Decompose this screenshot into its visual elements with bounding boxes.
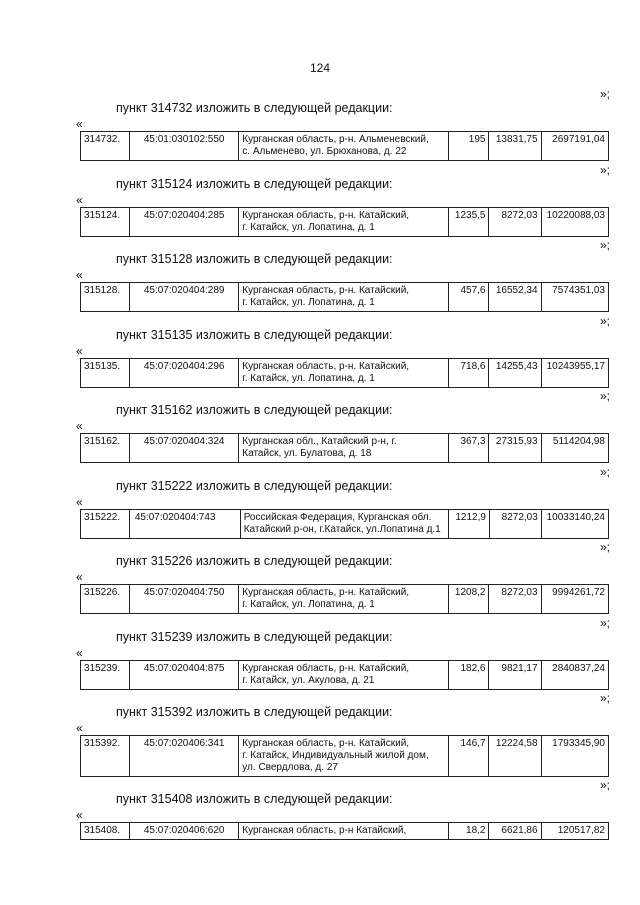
address-line: Курганская область, р-н. Катайский, (242, 738, 410, 749)
closing-quote: »; (599, 778, 610, 792)
cadastral-value: 5114204,98 (541, 434, 608, 463)
cadastral-number: 45:07:020404:296 (130, 359, 239, 388)
address-cell (239, 132, 448, 161)
record-table (80, 509, 609, 539)
cadastral-value: 120517,82 (541, 823, 608, 840)
cadastral-value: 7574351,03 (541, 283, 608, 312)
rate-value: 27315,93 (489, 434, 541, 463)
cadastral-value: 9994261,72 (541, 585, 608, 614)
amendment-heading: пункт 315135 изложить в следующей редакции: (116, 328, 393, 342)
area-value: 718,6 (448, 359, 489, 388)
closing-quote: »; (599, 163, 610, 177)
table-row (81, 823, 609, 840)
rate-value: 6621,86 (489, 823, 541, 840)
cadastral-number: 45:01:030102:550 (130, 132, 239, 161)
rate-value: 12224,58 (489, 736, 541, 777)
record-number: 315222. (81, 510, 130, 539)
record-number: 315239. (81, 661, 130, 690)
record-table (80, 660, 609, 690)
address-cell (240, 510, 449, 539)
record-number: 315135. (81, 359, 130, 388)
cadastral-number: 45:07:020404:324 (130, 434, 239, 463)
record-table (80, 207, 609, 237)
table-row (81, 359, 609, 388)
address-cell (239, 434, 448, 463)
table-row (81, 434, 609, 463)
closing-quote: »; (599, 389, 610, 403)
closing-quote: »; (599, 616, 610, 630)
table-row (81, 510, 609, 539)
record-number: 315162. (81, 434, 130, 463)
opening-quote: « (76, 808, 83, 822)
address-line: Курганская область, р-н. Катайский, (242, 361, 410, 372)
cadastral-value: 2840837,24 (541, 661, 608, 690)
opening-quote: « (76, 570, 83, 584)
amendment-heading: пункт 315392 изложить в следующей редакции: (116, 705, 393, 719)
amendment-heading: пункт 315408 изложить в следующей редакции: (116, 792, 393, 806)
area-value: 182,6 (448, 661, 489, 690)
opening-quote: « (76, 193, 83, 207)
opening-quote: « (76, 268, 83, 282)
address-line: Курганская область, р-н. Катайский, (242, 285, 410, 296)
closing-quote: »; (599, 465, 610, 479)
area-value: 1212,9 (449, 510, 490, 539)
address-cell (239, 208, 448, 237)
area-value: 457,6 (448, 283, 489, 312)
closing-quote: »; (599, 540, 610, 554)
amendment-heading: пункт 315222 изложить в следующей редакции: (116, 479, 393, 493)
amendment-heading: пункт 315162 изложить в следующей редакции: (116, 403, 393, 417)
cadastral-number: 45:07:020404:289 (130, 283, 239, 312)
address-line: г. Катайск, ул. Лопатина, д. 1 (242, 297, 375, 308)
opening-quote: « (76, 344, 83, 358)
area-value: 195 (448, 132, 489, 161)
amendment-heading: пункт 315239 изложить в следующей редакции: (116, 630, 393, 644)
amendment-heading: пункт 314732 изложить в следующей редакции: (116, 101, 393, 115)
cadastral-number: 45:07:020404:743 (129, 510, 240, 539)
address-line: с. Альменево, ул. Брюханова, д. 22 (242, 146, 407, 157)
address-line: г. Катайск, ул. Лопатина, д. 1 (242, 222, 375, 233)
cadastral-value: 2697191,04 (541, 132, 608, 161)
table-row (81, 736, 609, 777)
table-row (81, 283, 609, 312)
address-line: Курганская область, р-н Катайский, (242, 825, 407, 836)
address-line: Катайский р-он, г.Катайск, ул.Лопатина д.1 (243, 524, 441, 535)
cadastral-number: 45:07:020406:620 (130, 823, 239, 840)
rate-value: 13831,75 (489, 132, 541, 161)
closing-quote: »; (599, 238, 610, 252)
rate-value: 8272,03 (489, 510, 541, 539)
cadastral-number: 45:07:020404:285 (130, 208, 239, 237)
table-row (81, 132, 609, 161)
record-table (80, 433, 609, 463)
closing-quote: »; (599, 691, 610, 705)
opening-quote: « (76, 721, 83, 735)
opening-quote: « (76, 419, 83, 433)
cadastral-value: 10243955,17 (541, 359, 608, 388)
address-line: г. Катайск, ул. Лопатина, д. 1 (242, 373, 375, 384)
rate-value: 8272,03 (489, 208, 541, 237)
record-table (80, 584, 609, 614)
page-number: 124 (309, 61, 331, 75)
amendment-heading: пункт 315226 изложить в следующей редакции: (116, 554, 393, 568)
address-line: г. Катайск, Индивидуальный жилой дом, (242, 750, 429, 761)
cadastral-number: 45:07:020404:750 (130, 585, 239, 614)
record-number: 315408. (81, 823, 130, 840)
cadastral-number: 45:07:020404:875 (130, 661, 239, 690)
area-value: 18,2 (448, 823, 489, 840)
rate-value: 9821,17 (489, 661, 541, 690)
address-cell (239, 359, 448, 388)
address-line: Российская Федерация, Курганская обл. (243, 512, 432, 523)
cadastral-number: 45:07:020406:341 (130, 736, 239, 777)
closing-quote: »; (599, 87, 610, 101)
record-number: 315392. (81, 736, 130, 777)
address-cell (239, 661, 448, 690)
cadastral-value: 10033140,24 (541, 510, 608, 539)
record-number: 315124. (81, 208, 130, 237)
table-row (81, 585, 609, 614)
address-cell (239, 736, 448, 777)
address-cell (239, 283, 448, 312)
address-line: Курганская обл., Катайский р-н, г. (242, 436, 397, 447)
address-line: Курганская область, р-н. Альменевский, (242, 134, 429, 145)
rate-value: 8272,03 (489, 585, 541, 614)
closing-quote: »; (599, 314, 610, 328)
opening-quote: « (76, 646, 83, 660)
rate-value: 16552,34 (489, 283, 541, 312)
cadastral-value: 10220088,03 (541, 208, 608, 237)
address-cell (239, 585, 448, 614)
area-value: 367,3 (448, 434, 489, 463)
record-number: 315128. (81, 283, 130, 312)
address-line: Курганская область, р-н. Катайский, (242, 663, 410, 674)
opening-quote: « (76, 495, 83, 509)
record-table (80, 735, 609, 777)
address-cell (239, 823, 448, 840)
amendment-heading: пункт 315128 изложить в следующей редакции: (116, 252, 393, 266)
table-row (81, 208, 609, 237)
address-line: ул. Свердлова, д. 27 (242, 762, 338, 773)
area-value: 146,7 (448, 736, 489, 777)
area-value: 1208,2 (448, 585, 489, 614)
area-value: 1235,5 (448, 208, 489, 237)
record-table (80, 358, 609, 388)
address-line: г. Катайск, ул. Акулова, д. 21 (242, 675, 375, 686)
amendment-heading: пункт 315124 изложить в следующей редакции: (116, 177, 393, 191)
record-number: 314732. (81, 132, 130, 161)
rate-value: 14255,43 (489, 359, 541, 388)
address-line: Курганская область, р-н. Катайский, (242, 210, 410, 221)
cadastral-value: 1793345,90 (541, 736, 608, 777)
record-table (80, 822, 609, 840)
address-line: Катайск, ул. Булатова, д. 18 (242, 448, 372, 459)
record-number: 315226. (81, 585, 130, 614)
table-row (81, 661, 609, 690)
address-line: Курганская область, р-н. Катайский, (242, 587, 410, 598)
address-line: г. Катайск, ул. Лопатина, д. 1 (242, 599, 375, 610)
opening-quote: « (76, 117, 83, 131)
record-table (80, 282, 609, 312)
record-table (80, 131, 609, 161)
